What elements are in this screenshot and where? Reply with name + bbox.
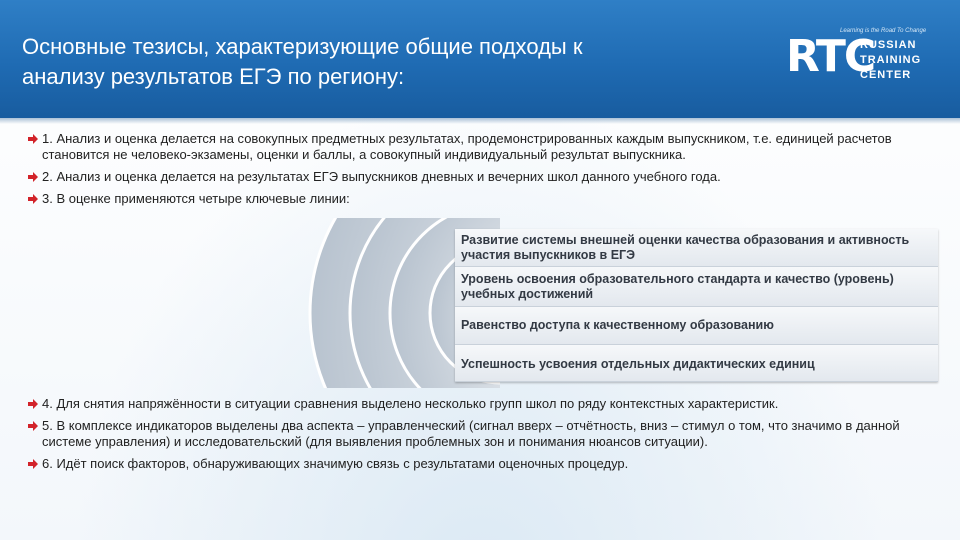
red-arrow-icon xyxy=(28,459,38,469)
logo-tagline: Learning is the Road To Change xyxy=(840,28,927,34)
bullet-text: 2. Анализ и оценка делается на результатах ЕГЭ выпускников дневных и вечерних школ данного учебного года. xyxy=(42,169,721,184)
logo-words xyxy=(860,38,921,83)
key-line-text: Развитие системы внешней оценки качества образования и активность участия выпускников в ЕГЭ xyxy=(461,233,910,262)
logo-word-russian: RUSSIAN xyxy=(860,39,917,51)
slide-title: Основные тезисы, характеризующие общие подходы к анализу результатов ЕГЭ по региону: xyxy=(22,34,583,89)
key-line-text: Успешность усвоения отдельных дидактических единиц xyxy=(461,357,815,371)
bullet-text: 6. Идёт поиск факторов, обнаруживающих значимую связь с результатами оценочных процедур. xyxy=(42,456,629,471)
bullet-item xyxy=(28,169,933,185)
bullet-item xyxy=(28,456,933,472)
logo-word-training: TRAINING xyxy=(860,54,922,66)
bottom-bullet-list xyxy=(28,396,933,478)
key-lines-box xyxy=(455,229,938,382)
bullet-text: 1. Анализ и оценка делается на совокупных предметных результатах, продемонстрированных каждым выпускником, т.е. единицей расчетов становится не человеко-экзамены, оценки и баллы, а совокупный индивидуальный результат выпускника. xyxy=(42,131,892,162)
logo-letters: RTC xyxy=(786,31,875,82)
bullet-item xyxy=(28,396,933,412)
top-bullet-list xyxy=(28,131,933,213)
rtc-logo xyxy=(786,28,936,90)
key-line-item xyxy=(455,267,938,307)
red-arrow-icon xyxy=(28,194,38,204)
header-bar xyxy=(0,0,960,118)
logo-word-center: CENTER xyxy=(860,69,912,81)
bullet-text: 3. В оценке применяются четыре ключевые линии: xyxy=(42,191,350,206)
red-arrow-icon xyxy=(28,172,38,182)
bullet-item xyxy=(28,418,933,450)
bullet-item xyxy=(28,191,933,207)
key-line-text: Уровень освоения образовательного стандарта и качество (уровень) учебных достижений xyxy=(461,272,894,301)
key-line-item xyxy=(455,345,938,382)
red-arrow-icon xyxy=(28,421,38,431)
bullet-text: 5. В комплексе индикаторов выделены два аспекта – управленческий (сигнал вверх – отчётность, вниз – стимул о том, что значимо в данной системе управления) и исследовательский (для выявления проблемных зон и понимания нюансов ситуации). xyxy=(42,418,900,449)
key-line-item xyxy=(455,229,938,267)
bullet-item xyxy=(28,131,933,163)
red-arrow-icon xyxy=(28,134,38,144)
red-arrow-icon xyxy=(28,399,38,409)
bullet-text: 4. Для снятия напряжённости в ситуации сравнения выделено несколько групп школ по ряду контекстных характеристик. xyxy=(42,396,779,411)
key-line-text: Равенство доступа к качественному образованию xyxy=(461,318,774,332)
key-line-item xyxy=(455,307,938,345)
